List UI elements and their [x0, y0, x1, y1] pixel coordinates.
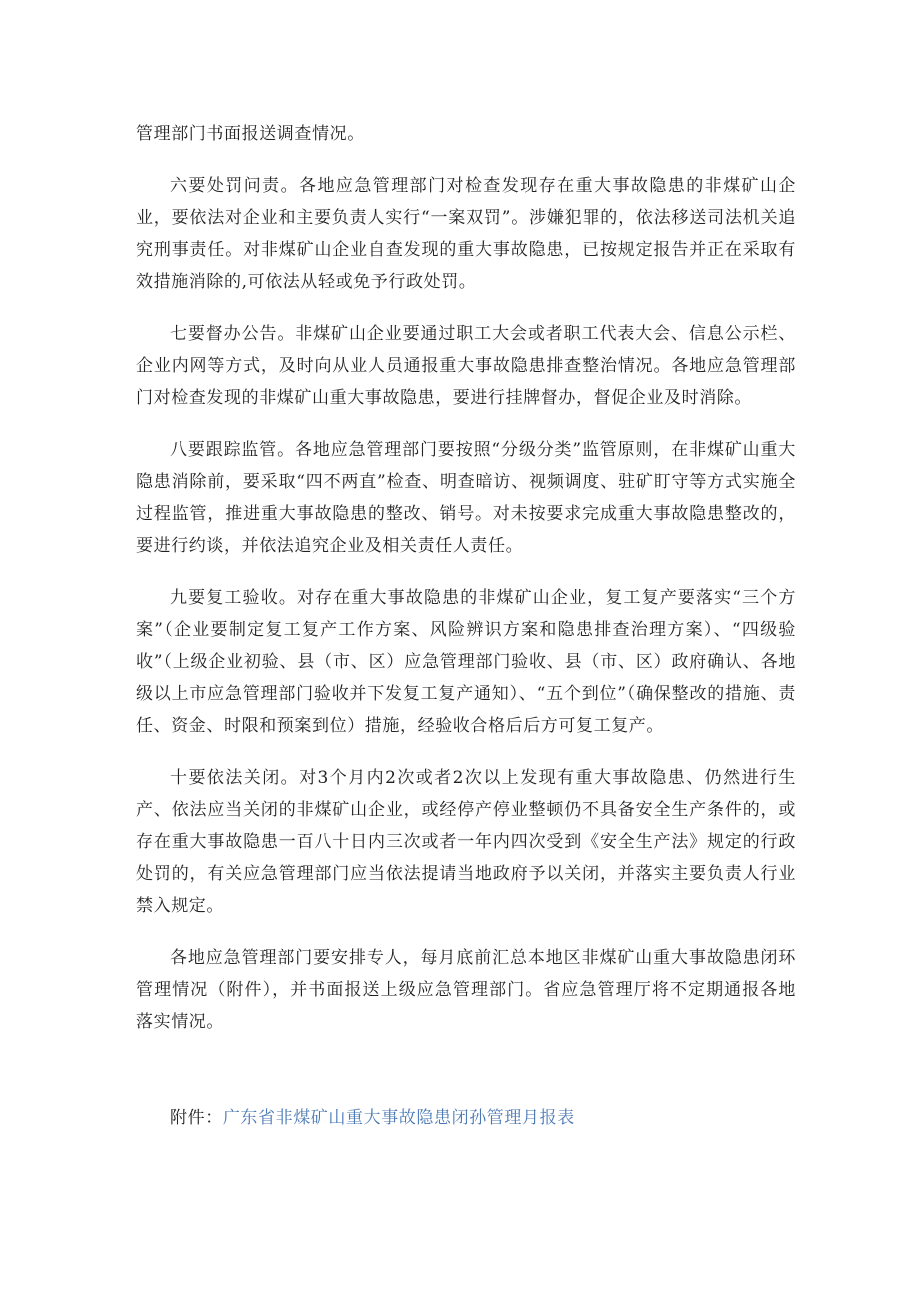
document-body — [136, 118, 796, 1134]
paragraph-item-9: 九要复工验收。对存在重大事故隐患的非煤矿山企业，复工复产要落实“三个方案”（企业要制定复工复产工作方案、风险辨识方案和隐患排查治理方案）、“四级验收”（上级企业初验、县（市、区）应急管理部门验收、县（市、区）政府确认、各地级以上市应急管理部门验收并下发复工复产通知）、“五个到位”（确保整改的措施、责任、资金、时限和预案到位）措施，经验收合格后后方可复工复产。 — [136, 588, 796, 736]
attachment-line — [136, 1102, 796, 1134]
paragraph-item-6: 六要处罚问责。各地应急管理部门对检查发现存在重大事故隐患的非煤矿山企业，要依法对企业和主要负责人实行“一案双罚”。涉嫌犯罪的，依法移送司法机关追究刑事责任。对非煤矿山企业自查发现的重大事故隐患，已按规定报告并正在采取有效措施消除的,可依法从轻或免予行政处罚。 — [136, 176, 796, 292]
paragraph-continuation: 管理部门书面报送调查情况。 — [136, 124, 365, 144]
attachment-link[interactable]: 广东省非煤矿山重大事故隐患闭孙管理月报表 — [222, 1108, 575, 1128]
paragraph-closing: 各地应急管理部门要安排专人，每月底前汇总本地区非煤矿山重大事故隐患闭环管理情况（附件），并书面报送上级应急管理部门。省应急管理厅将不定期通报各地落实情况。 — [136, 948, 796, 1032]
paragraph-item-8: 八要跟踪监管。各地应急管理部门要按照“分级分类”监管原则，在非煤矿山重大隐患消除前，要采取“四不两直”检查、明查暗访、视频调度、驻矿盯守等方式实施全过程监管，推进重大事故隐患的整改、销号。对未按要求完成重大事故隐患整改的，要进行约谈，并依法追究企业及相关责任人责任。 — [136, 440, 796, 556]
attachment-label: 附件： — [170, 1108, 223, 1128]
paragraph-item-7: 七要督办公告。非煤矿山企业要通过职工大会或者职工代表大会、信息公示栏、企业内网等方式，及时向从业人员通报重大事故隐患排查整治情况。各地应急管理部门对检查发现的非煤矿山重大事故隐患，要进行挂牌督办，督促企业及时消除。 — [136, 324, 796, 408]
paragraph-item-10: 十要依法关闭。对3个月内2次或者2次以上发现有重大事故隐患、仍然进行生产、依法应当关闭的非煤矿山企业，或经停产停业整顿仍不具备安全生产条件的，或存在重大事故隐患一百八十日内三次或者一年内四次受到《安全生产法》规定的行政处罚的，有关应急管理部门应当依法提请当地政府予以关闭，并落实主要负责人行业禁入规定。 — [136, 768, 796, 916]
